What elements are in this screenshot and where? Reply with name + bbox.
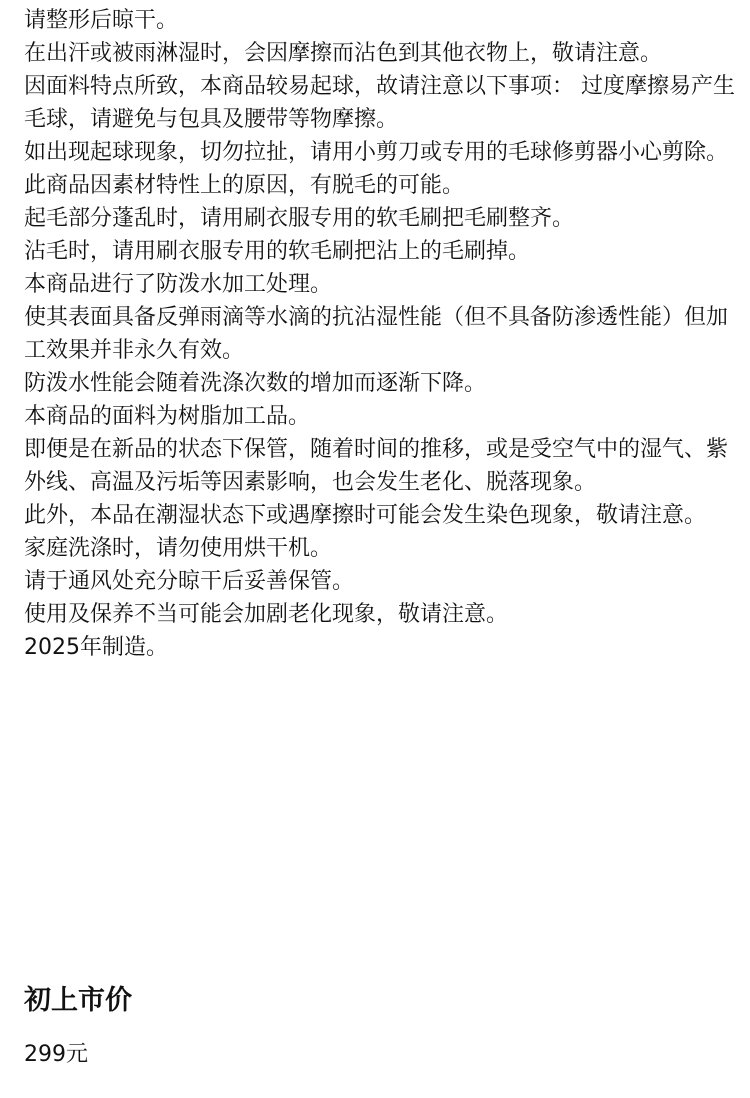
care-note: 使其表面具备反弹雨滴等水滴的抗沾湿性能（但不具备防渗透性能）但加工效果并非永久有效。 [24,305,729,363]
care-note: 家庭洗涤时，请勿使用烘干机。 [24,536,333,561]
care-note: 此商品因素材特性上的原因，有脱毛的可能。 [24,173,465,198]
care-note: 使用及保养不当可能会加剧老化现象，敬请注意。 [24,602,509,627]
care-note: 请整形后晾干。 [24,8,179,33]
care-note: 因面料特点所致，本商品较易起球，故请注意以下事项： 过度摩擦易产生毛球，请避免与包具及腰带等物摩擦。 [24,74,735,132]
care-note: 防泼水性能会随着洗涤次数的增加而逐渐下降。 [24,371,487,396]
care-note: 此外，本品在潮湿状态下或遇摩擦时可能会发生染色现象，敬请注意。 [24,503,707,528]
price-section-title: 初上市价 [24,985,132,1016]
care-notes-list [24,0,736,664]
care-note: 本商品的面料为树脂加工品。 [24,404,311,429]
care-note: 在出汗或被雨淋湿时，会因摩擦而沾色到其他衣物上，敬请注意。 [24,41,663,66]
care-note: 请于通风处充分晾干后妥善保管。 [24,569,355,594]
care-note: 本商品进行了防泼水加工处理。 [24,272,333,297]
care-note: 如出现起球现象，切勿拉扯，请用小剪刀或专用的毛球修剪器小心剪除。 [24,140,729,165]
launch-price: 299元 [24,1042,88,1067]
care-note: 即便是在新品的状态下保管，随着时间的推移，或是受空气中的湿气、紫外线、高温及污垢等因素影响，也会发生老化、脱落现象。 [24,437,729,495]
care-note: 起毛部分蓬乱时，请用刷衣服专用的软毛刷把毛刷整齐。 [24,206,575,231]
care-note: 沾毛时，请用刷衣服专用的软毛刷把沾上的毛刷掉。 [24,239,531,264]
manufacture-year-note: 2025年制造。 [24,635,168,660]
